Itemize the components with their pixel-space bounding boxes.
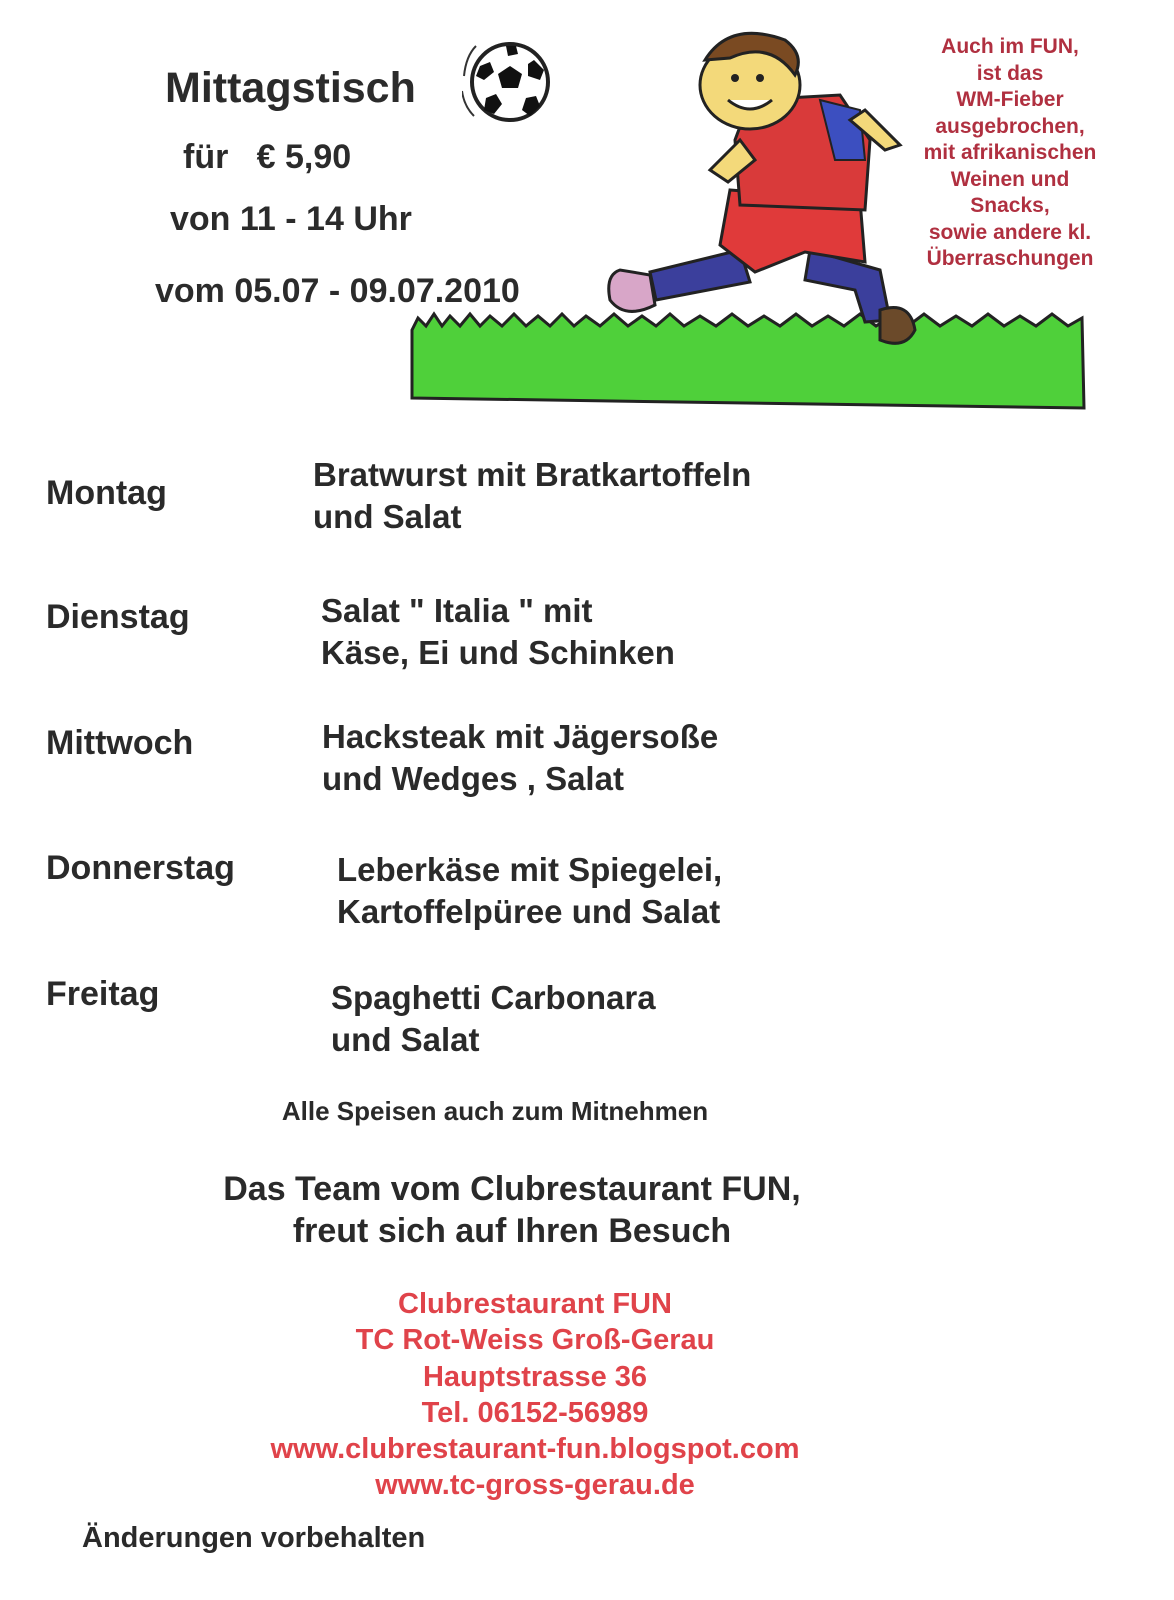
dish-line: Spaghetti Carbonara [331, 979, 656, 1016]
promo-line: Weinen und [950, 167, 1070, 191]
dish-line: und Wedges , Salat [322, 760, 624, 797]
changes-footnote: Änderungen vorbehalten [82, 1522, 426, 1554]
contact-web-club[interactable]: www.tc-gross-gerau.de [375, 1469, 695, 1502]
contact-phone: Tel. 06152-56989 [421, 1396, 649, 1429]
team-line: Das Team vom Clubrestaurant FUN, [223, 1170, 801, 1208]
promo-line: WM-Fieber [956, 88, 1064, 111]
promo-line: ist das [976, 61, 1044, 85]
menu-day-wednesday: Mittwoch [46, 724, 194, 762]
team-line: freut sich auf Ihren Besuch [292, 1212, 732, 1250]
menu-dish-tuesday [321, 590, 675, 674]
promo-line: ausgebrochen, [935, 114, 1085, 138]
menu-price: für € 5,90 [183, 138, 352, 176]
contact-club: TC Rot-Weiss Groß-Gerau [355, 1324, 715, 1357]
menu-day-monday: Montag [46, 474, 167, 512]
promo-text [900, 34, 1120, 273]
promo-line: sowie andere kl. [928, 220, 1092, 244]
contact-street: Hauptstrasse 36 [422, 1360, 648, 1393]
promo-line: Snacks, [970, 194, 1050, 217]
contact-web-blog[interactable]: www.clubrestaurant-fun.blogspot.com [270, 1433, 800, 1466]
dish-line: Hacksteak mit Jägersoße [322, 718, 719, 755]
dish-line: und Salat [313, 498, 462, 535]
menu-hours: von 11 - 14 Uhr [170, 200, 412, 238]
dish-line: Käse, Ei und Schinken [321, 634, 675, 671]
contact-name: Clubrestaurant FUN [398, 1288, 672, 1320]
dish-line: Leberkäse mit Spiegelei, [337, 851, 723, 888]
promo-line: Überraschungen [926, 247, 1094, 270]
contact-block [0, 1286, 1070, 1504]
dish-line: und Salat [331, 1021, 480, 1058]
menu-dates: vom 05.07 - 09.07.2010 [155, 272, 520, 310]
menu-dish-thursday [337, 849, 722, 933]
menu-day-thursday: Donnerstag [46, 849, 235, 887]
dish-line: Bratwurst mit Bratkartoffeln [313, 456, 752, 493]
menu-day-friday: Freitag [46, 975, 160, 1013]
menu-dish-monday [313, 454, 751, 538]
dish-line: Salat " Italia " mit [321, 592, 593, 629]
menu-title: Mittagstisch [165, 64, 416, 112]
menu-day-tuesday: Dienstag [46, 598, 190, 636]
team-message [0, 1168, 1024, 1252]
menu-dish-wednesday [322, 716, 718, 800]
takeaway-note: Alle Speisen auch zum Mitnehmen [281, 1096, 709, 1126]
promo-line: Auch im FUN, [941, 35, 1079, 58]
dish-line: Kartoffelpüree und Salat [337, 893, 721, 930]
menu-dish-friday [331, 977, 656, 1061]
promo-line: mit afrikanischen [923, 141, 1097, 164]
